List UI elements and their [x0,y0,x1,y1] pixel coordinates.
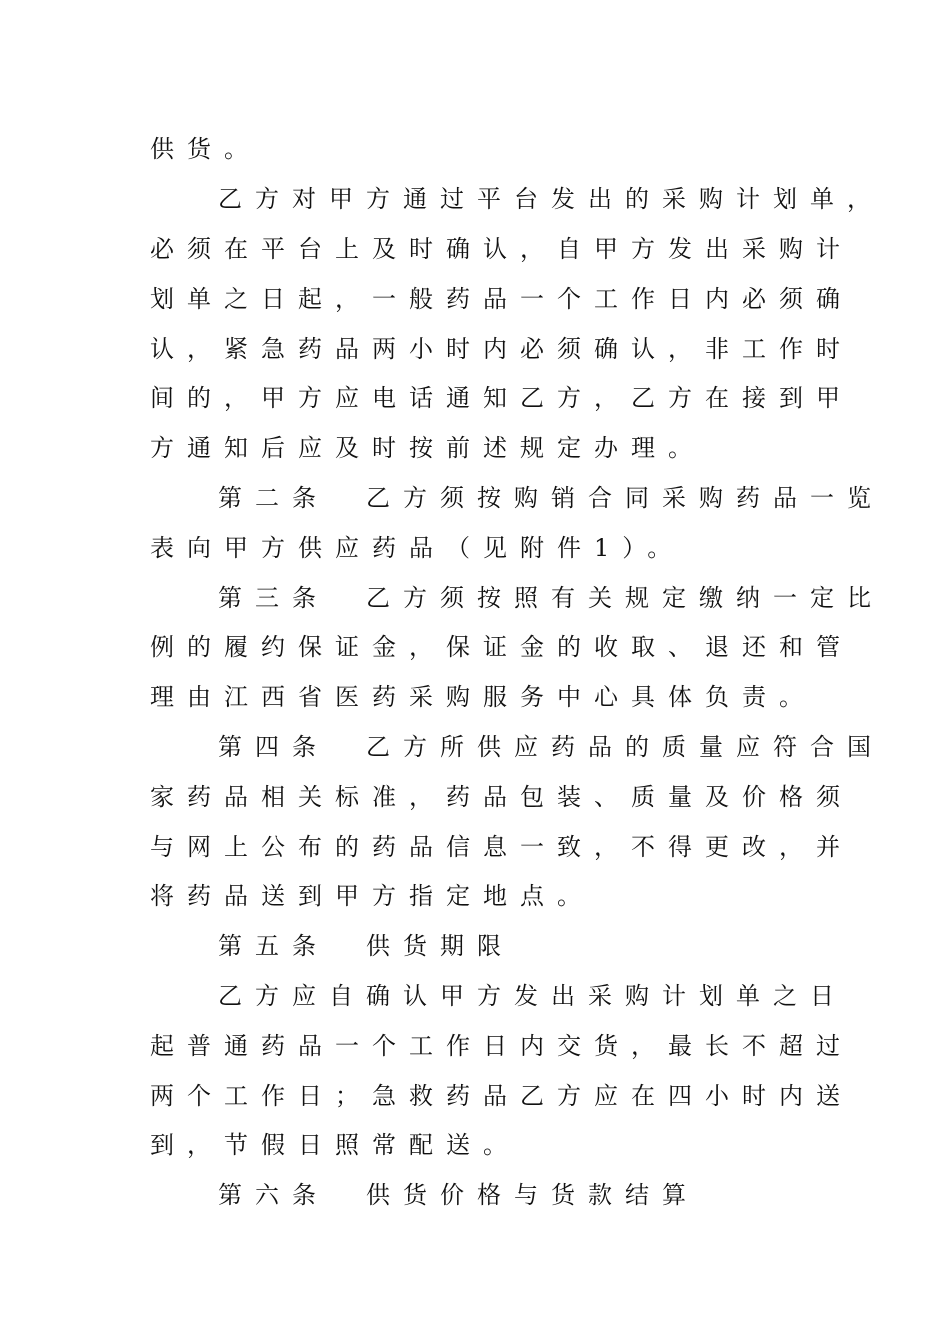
text-line: 起普通药品一个工作日内交货，最长不超过 [150,1032,853,1060]
text-line: 认，紧急药品两小时内必须确认，非工作时 [150,335,853,363]
text-line: 到，节假日照常配送。 [150,1131,520,1159]
text-line: 供货。 [150,135,261,163]
text-line: 理由江西省医药采购服务中心具体负责。 [150,683,816,711]
text-line: 与网上公布的药品信息一致，不得更改，并 [150,833,853,861]
text-line: 家药品相关标准，药品包装、质量及价格须 [150,783,853,811]
article-heading-5: 第五条 供货期限 [218,932,514,960]
article-heading-3: 第三条 乙方须按照有关规定缴纳一定比 [218,584,884,612]
text-line: 将药品送到甲方指定地点。 [150,882,594,910]
article-heading-2: 第二条 乙方须按购销合同采购药品一览 [218,484,884,512]
text-line: 间的，甲方应电话通知乙方，乙方在接到甲 [150,384,853,412]
text-line: 划单之日起，一般药品一个工作日内必须确 [150,285,853,313]
text-line: 两个工作日；急救药品乙方应在四小时内送 [150,1082,853,1110]
text-line: 必须在平台上及时确认，自甲方发出采购计 [150,235,853,263]
text-line: 表向甲方供应药品（见附件1）。 [150,534,685,562]
text-line: 方通知后应及时按前述规定办理。 [150,434,705,462]
text-line: 乙方应自确认甲方发出采购计划单之日 [218,982,847,1010]
text-line: 乙方对甲方通过平台发出的采购计划单， [218,185,884,213]
text-line: 例的履约保证金，保证金的收取、退还和管 [150,633,853,661]
article-heading-4: 第四条 乙方所供应药品的质量应符合国 [218,733,884,761]
article-heading-6: 第六条 供货价格与货款结算 [218,1181,699,1209]
